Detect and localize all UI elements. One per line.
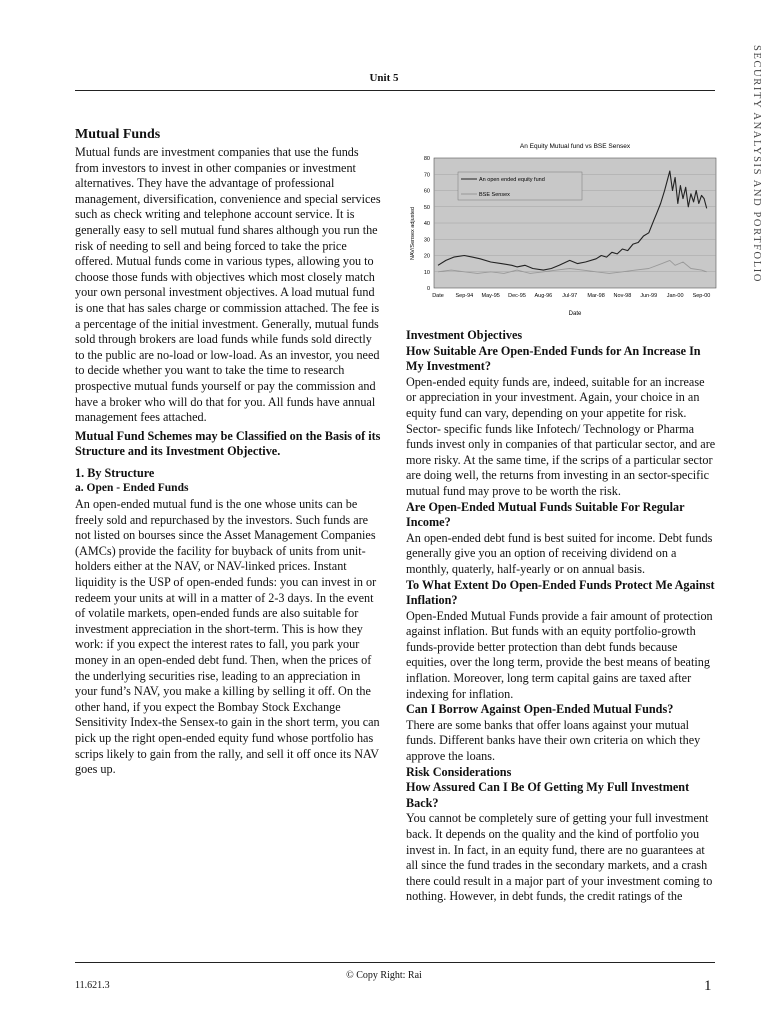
y-tick-label: 50 — [423, 204, 430, 211]
x-tick-label: Jul-97 — [562, 293, 578, 299]
y-tick-label: 30 — [423, 237, 430, 244]
risk-considerations-heading: Risk Considerations — [406, 764, 512, 779]
answer-inflation: Open-Ended Mutual Funds provide a fair amount of protection against inflation. But funds with an equity portfolio-growth funds-provide better protection than debt funds because equities, over the long term, provide the best means of beating inflation. Moreover, long term capital gains are taxed after indexing for inflation. — [406, 608, 713, 701]
y-tick-label: 0 — [426, 286, 430, 292]
question-increase: How Suitable Are Open-Ended Funds for An Increase In My Investment? — [406, 343, 701, 374]
chart-title: An Equity Mutual fund vs BSE Sensex — [519, 143, 631, 150]
left-column — [75, 126, 383, 778]
chart-container — [404, 138, 720, 320]
x-tick-label: Aug-96 — [534, 293, 553, 299]
page-number: 1 — [704, 978, 712, 994]
side-title: SECURITY ANALYSIS AND PORTFOLIO — [751, 45, 762, 284]
answer-regular-income: An open-ended debt fund is best suited for income. Debt funds generally give you an option of receiving dividend on a monthly, quaterly, half-yearly or on annual basis. — [406, 530, 713, 576]
footer-code: 11.621.3 — [75, 980, 110, 991]
legend-entry-fund: An open ended equity fund — [479, 177, 545, 183]
y-tick-label: 70 — [423, 172, 430, 179]
answer-borrow: There are some banks that offer loans against your mutual funds. Different banks have their own criteria on which they approve the loans. — [406, 717, 701, 764]
y-tick-label: 20 — [423, 253, 430, 260]
unit-label: Unit 5 — [369, 72, 399, 84]
open-ended-paragraph: An open-ended mutual fund is the one whose units can be freely sold and repurchased by the investors. Such funds are not listed on bourses since the Asset Management Companies (AMCs) provide the facility for buyback of units from unit-holders either at the NAV, or NAV-linked prices. Instant liquidity is the USP of open-ended funds: you can invest in or redeem your units at will in a matter of 2-3 days. In the event of volatile markets, open-ended funds are also suitable for investment appreciation in the short-term. This is how they work: if you expect the interest rates to fall, you park your money in an open-ended debt fund. Then, when the prices of the underlying securities rise, leading to an appreciation in your fund’s NAV, you make a killing by selling it off. On the other hand, if you expect the Bombay Stock Exchange Sensitivity Index-the Sensex-to gain in the short term, you can pick up the right open-ended equity fund whose portfolio has scrips likely to gain from the rally, and sell it off once its NAV goes up. — [75, 497, 380, 777]
y-tick-label: 60 — [423, 188, 430, 195]
x-tick-label: Jun-99 — [640, 293, 658, 299]
investment-objectives-heading: Investment Objectives — [406, 328, 523, 342]
section-title-mutual-funds: Mutual Funds — [75, 127, 161, 142]
intro-paragraph: Mutual funds are investment companies that use the funds from investors to invest in other companies or investment alternatives. They have the advantage of professional management, diversification, convenience and special services such as check writing and telephone account service. It is generally easy to sell mutual fund shares although you run the risk of needing to sell and being forced to take the price offered. Mutual funds come in various types, allowing you to choose those funds with objectives which most closely match your own personal investment objectives. A load mutual fund is one that has sales charge or commission attached. The fee is a percentage of the initial investment. Generally, mutual funds sold through brokers are load funds while funds sold directly to the public are no-load or low-load. As an investor, you need to decide whether you want to take the time to research prospective mutual funds yourself or pay the commission and have a broker who will do that for you. All funds have annual management fees attached. — [75, 145, 381, 425]
legend-entry-sensex: BSE Sensex — [479, 192, 510, 198]
answer-full-investment: You cannot be completely sure of getting your full investment back. It depends on the quality and the kind of portfolio you invest in. In fact, in an equity fund, there are no guarantees at all since the fund trades in the secondary markets, and a crash there could result in a major part of your investment coming to nothing. However, in debt funds, the credit ratings of the — [406, 811, 713, 904]
question-full-investment: How Assured Can I Be Of Getting My Full Investment Back? — [406, 780, 690, 810]
copyright-notice: © Copy Right: Rai — [346, 970, 422, 981]
x-tick-label: Jan-00 — [666, 293, 684, 299]
x-axis-label: Date — [568, 311, 582, 317]
classification-heading: Mutual Fund Schemes may be Classified on the Basis of its Structure and its Investment Objective. — [75, 428, 381, 459]
x-tick-label: Nov-98 — [613, 293, 632, 299]
footer-rule — [75, 962, 715, 963]
by-structure-heading: 1. By Structure — [75, 465, 155, 480]
y-tick-label: 10 — [423, 269, 430, 276]
y-tick-label: 80 — [423, 156, 430, 162]
x-tick-label: Sep-94 — [455, 293, 474, 299]
question-regular-income: Are Open-Ended Mutual Funds Suitable For Regular Income? — [406, 499, 685, 530]
x-tick-label: Mar-98 — [587, 293, 605, 299]
y-tick-label: 40 — [423, 221, 430, 227]
answer-increase: Open-ended equity funds are, indeed, suitable for an increase or appreciation in your investment. Again, your choice in an equity fund can vary, depending on your appetite for risk. Sector- specific funds like Infotech/ Technology or Pharma funds invest only in companies of that particular sector, and are more risky. At the same time, if the scrips of a particular sector are doing well, the returns from investing in an sector-specific mutual fund may prove to be worth the risk. — [406, 374, 716, 498]
line-chart — [404, 138, 720, 320]
open-ended-heading: a. Open - Ended Funds — [75, 482, 189, 495]
question-inflation: To What Extent Do Open-Ended Funds Protect Me Against Inflation? — [406, 577, 715, 608]
y-axis-label: NAV/Sensex adjusted — [410, 206, 416, 260]
x-tick-label: Date — [432, 293, 444, 299]
x-tick-label: Dec-95 — [508, 293, 526, 299]
header-rule — [75, 90, 715, 91]
question-borrow: Can I Borrow Against Open-Ended Mutual Funds? — [406, 702, 674, 717]
x-tick-label: Sep-00 — [692, 293, 711, 299]
x-tick-label: May-95 — [481, 293, 500, 299]
right-column — [406, 328, 716, 905]
